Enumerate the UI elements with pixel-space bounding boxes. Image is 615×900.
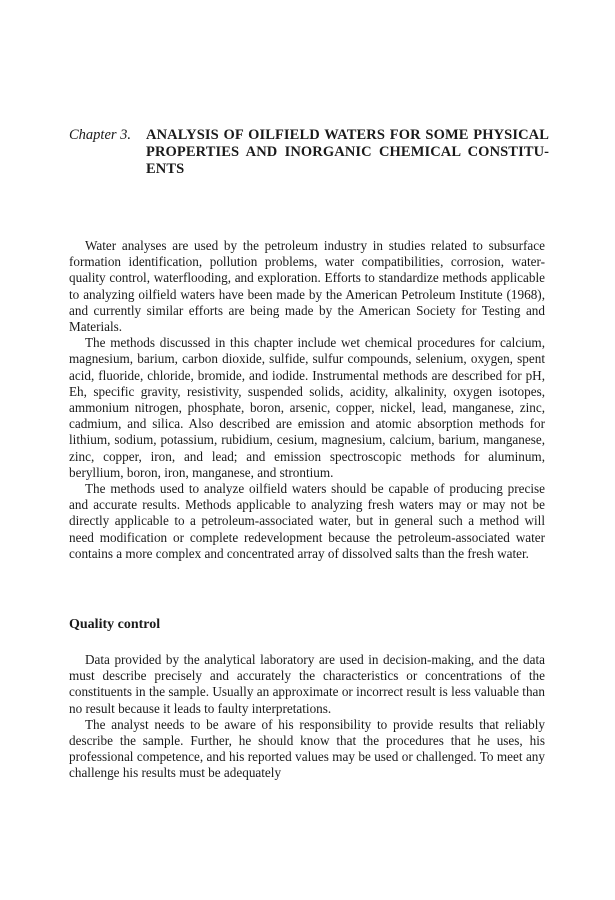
chapter-heading bbox=[69, 127, 549, 178]
quality-control-paragraph-2: The analyst needs to be aware of his responsibility to provide results that reliably describe the sample. Further, he should know that the procedures that he uses, his professional competence, and his reported values may be used or challenged. To meet any challenge his results must be adequately bbox=[69, 716, 545, 781]
chapter-label: Chapter 3. bbox=[69, 127, 132, 143]
chapter-title: ANALYSIS OF OILFIELD WATERS FOR SOME PHYSICAL PROPERTIES AND INORGANIC CHEMICAL CONSTITUENTS bbox=[146, 127, 549, 177]
quality-control-section bbox=[69, 652, 545, 782]
quality-control-paragraph-1: Data provided by the analytical laboratory are used in decision-making, and the data must describe precisely and accurately the characteristics or concentrations of the constituents in the sample. Usually an approximate or incorrect result is less valuable than no result because it leads to faulty interpretations. bbox=[69, 652, 545, 716]
intro-paragraph-2: The methods discussed in this chapter include wet chemical procedures for calcium, magnesium, barium, carbon dioxide, sulfide, sulfur compounds, selenium, oxygen, spent acid, fluoride, chloride, bromide, and iodide. Instrumental methods are described for pH, Eh, specific gravity, resistivity, suspended solids, acidity, alkalinity, oxygen isotopes, ammonium nitrogen, phosphate, boron, arsenic, copper, nickel, lead, manganese, zinc, cadmium, and silica. Also described are emission and atomic absorption methods for lithium, sodium, potassium, rubidium, cesium, magnesium, calcium, barium, manganese, zinc, copper, iron, and lead; and emission spectroscopic methods for aluminum, beryllium, boron, iron, manganese, and strontium. bbox=[69, 335, 545, 480]
intro-paragraph-3: The methods used to analyze oilfield waters should be capable of producing precise and accurate results. Methods applicable to analyzing fresh waters may or may not be directly applicable to a petroleum-associated water, but in general such a method will need modification or complete redevelopment because the petroleum-associated water contains a more complex and concentrated array of dissolved salts than the fresh water. bbox=[69, 481, 545, 561]
intro-paragraph-1: Water analyses are used by the petroleum industry in studies related to subsurface formation identification, pollution problems, water compatibilities, corrosion, water-quality control, waterflooding, and exploration. Efforts to standardize methods applicable to analyzing oilfield waters have been made by the American Petroleum Institute (1968), and currently similar efforts are being made by the American Society for Testing and Materials. bbox=[69, 238, 545, 335]
section-heading-quality-control: Quality control bbox=[69, 617, 161, 632]
intro-section bbox=[69, 238, 545, 562]
